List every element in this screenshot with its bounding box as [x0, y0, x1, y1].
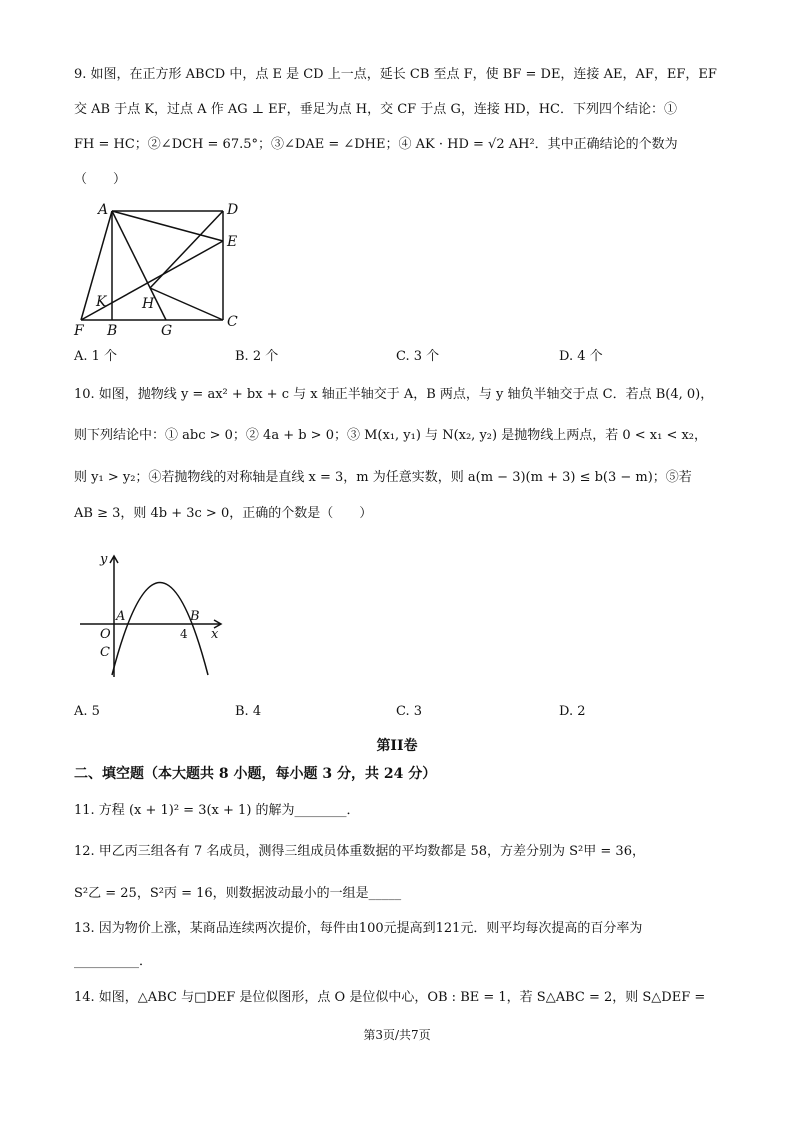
q13-line-2: __________．	[74, 954, 153, 969]
q9-segment-ae	[112, 211, 223, 241]
section-title: 第II卷	[376, 738, 418, 754]
q11-text: 11. 方程 (x + 1)² = 3(x + 1) 的解为________．	[74, 803, 360, 818]
q9-line-1: 9. 如图，在正方形 ABCD 中，点 E 是 CD 上一点，延长 CB 至点 F，使 BF = DE，连接 AE，AF，EF，EF	[74, 67, 717, 82]
q10-line-3: 则 y₁ > y₂；④若抛物线的对称轴是直线 x = 3，m 为任意实数，则 a(m − 3)(m + 3) ≤ b(3 − m)；⑤若	[74, 470, 692, 485]
q10-option-a: A. 5	[74, 704, 100, 719]
q10-parabola-figure	[80, 545, 230, 680]
page-footer: 第3页/共7页	[363, 1028, 431, 1042]
q12-line-1: 12. 甲乙丙三组各有 7 名成员，测得三组成员体重数据的平均数都是 58，方差分别为 S²甲 = 36，	[74, 844, 645, 859]
q9-label-f: F	[74, 323, 84, 339]
q9-label-h: H	[142, 296, 155, 312]
q13-line-1: 13. 因为物价上涨，某商品连续两次提价，每件由100元提高到121元．则平均每次提高的百分率为	[74, 921, 643, 936]
q9-label-g: G	[161, 323, 173, 339]
q9-line-2: 交 AB 于点 K，过点 A 作 AG ⊥ EF，垂足为点 H，交 CF 于点 G，连接 HD，HC．下列四个结论：①	[74, 102, 678, 117]
q10-option-d: D. 2	[559, 704, 586, 719]
q9-label-e: E	[227, 234, 238, 250]
q9-segment-ag	[112, 211, 166, 320]
q10-option-b: B. 4	[235, 704, 262, 719]
q9-label-a: A	[98, 202, 109, 218]
q9-option-b: B. 2 个	[235, 349, 279, 364]
q9-square-figure	[70, 196, 250, 341]
q9-label-b: B	[107, 323, 118, 339]
q10-option-c: C. 3	[396, 704, 423, 719]
q10-label-c: C	[100, 645, 110, 660]
q9-line-4: （ ）	[74, 172, 127, 187]
q10-line-1: 10. 如图，抛物线 y = ax² + bx + c 与 x 轴正半轴交于 A，B 两点，与 y 轴负半轴交于点 C．若点 B(4, 0)，	[74, 387, 714, 402]
q12-line-2: S²乙 = 25，S²丙 = 16，则数据波动最小的一组是_____	[74, 886, 402, 901]
q10-line-4: AB ≥ 3，则 4b + 3c > 0，正确的个数是（ ）	[74, 506, 373, 521]
q10-label-x: x	[211, 627, 219, 642]
q9-line-3: FH = HC；②∠DCH = 67.5°；③∠DAE = ∠DHE；④ AK · HD = √2 AH²．其中正确结论的个数为	[74, 137, 678, 152]
q14-text: 14. 如图，△ABC 与□DEF 是位似图形，点 O 是位似中心，OB : BE = 1，若 S△ABC = 2，则 S△DEF =	[74, 990, 706, 1005]
q9-segment-hd	[150, 211, 223, 288]
q9-label-k: K	[96, 294, 107, 310]
q9-label-d: D	[227, 202, 239, 218]
q9-option-c: C. 3 个	[396, 349, 440, 364]
q10-label-a: A	[116, 609, 126, 624]
q9-segment-hc	[150, 288, 223, 320]
q10-label-y: y	[100, 552, 108, 567]
q9-label-c: C	[227, 314, 238, 330]
part2-heading: 二、填空题（本大题共 8 小题，每小题 3 分，共 24 分）	[74, 766, 437, 782]
q10-parabola-curve	[112, 583, 208, 676]
q10-label-o: O	[100, 627, 111, 642]
q10-tick-4: 4	[180, 627, 188, 641]
q10-line-2: 则下列结论中：① abc > 0；② 4a + b > 0；③ M(x₁, y₁) 与 N(x₂, y₂) 是抛物线上两点，若 0 < x₁ < x₂，	[74, 428, 708, 443]
q9-option-d: D. 4 个	[559, 349, 603, 364]
q9-option-a: A. 1 个	[74, 349, 118, 364]
q10-label-b: B	[190, 609, 200, 624]
